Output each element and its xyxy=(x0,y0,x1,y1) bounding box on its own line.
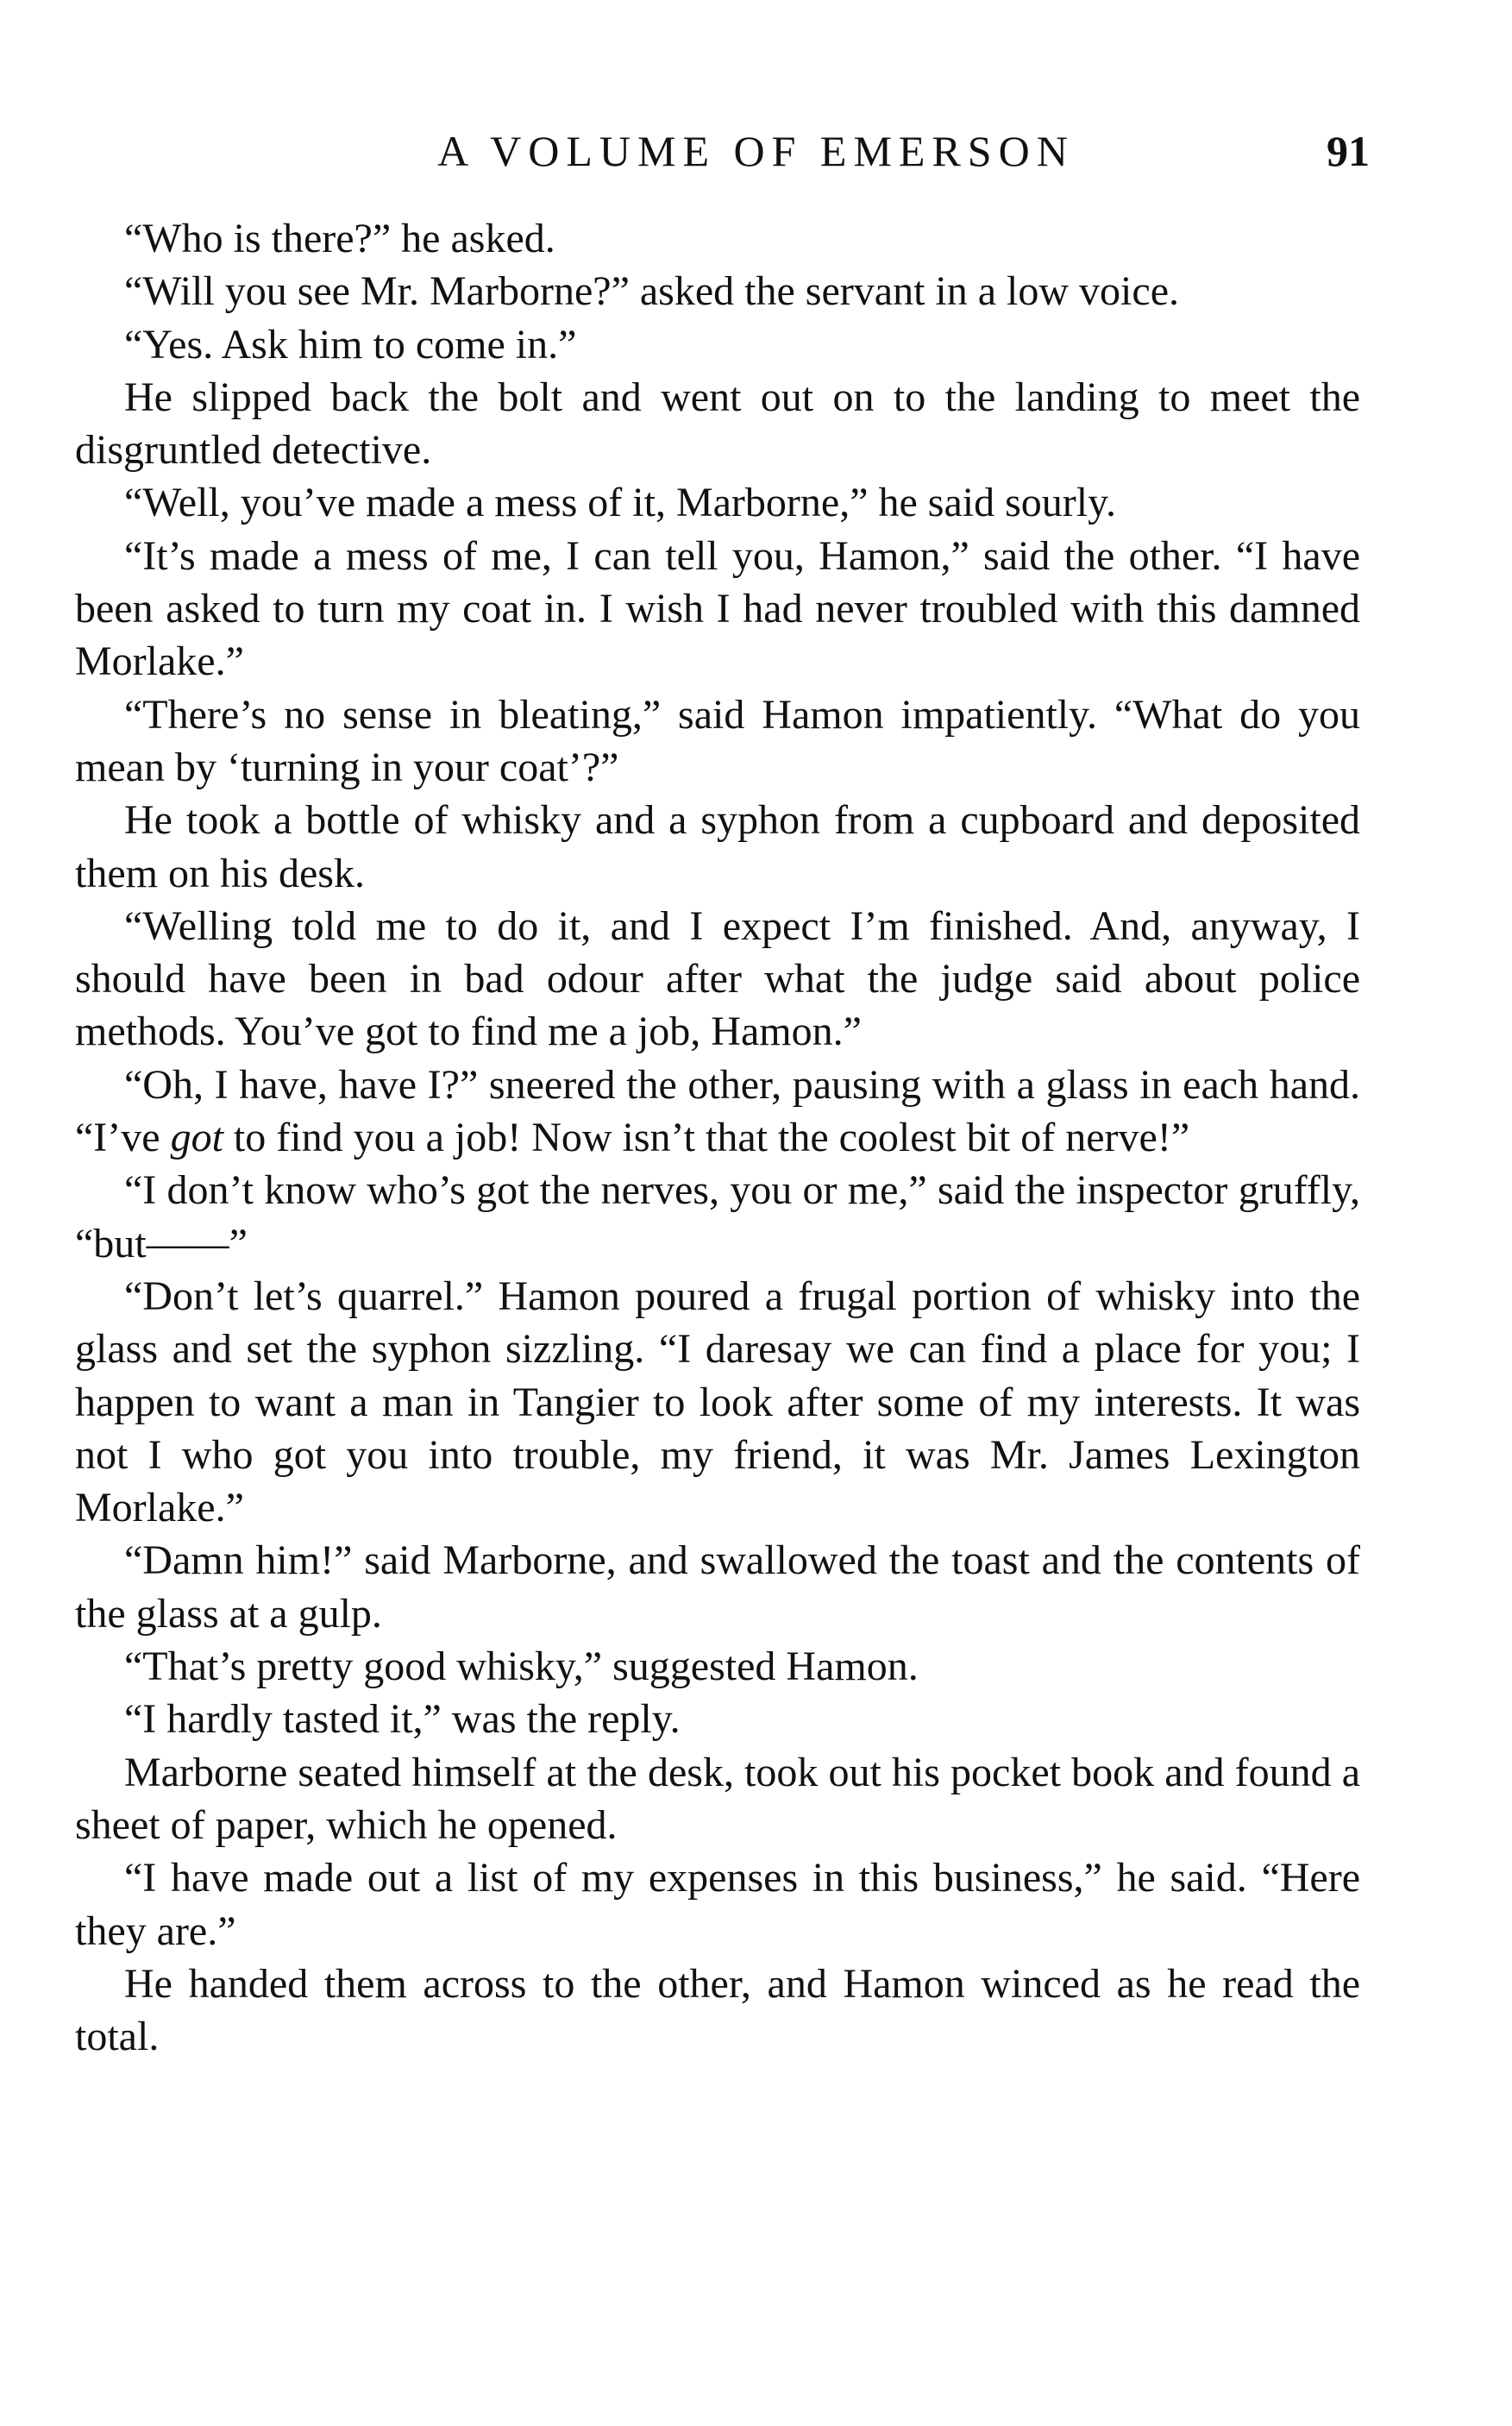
paragraph: He handed them across to the other, and Hamon winced as he read the total. xyxy=(75,1960,1360,2060)
emphasized-word: got xyxy=(170,1115,223,1161)
running-title: A VOLUME OF EMERSON xyxy=(437,127,1075,175)
paragraph: “Don’t let’s quarrel.” Hamon poured a frugal portion of whisky into the glass and set the syphon sizzling. “I daresay we can find a place for you; I happen to want a man in Tangier to look after some of my interests. It was not I who got you into trouble, my friend, it was Mr. James Lexington Morlake.” xyxy=(75,1273,1360,1531)
paragraph: “That’s pretty good whisky,” suggested Hamon. xyxy=(124,1644,919,1690)
paragraph: “Welling told me to do it, and I expect I’m finished. And, anyway, I should have been in bad odour after what the judge said about police methods. You’ve got to find me a job, Hamon.” xyxy=(75,902,1360,1055)
running-head xyxy=(0,121,1512,181)
paragraph: “Yes. Ask him to come in.” xyxy=(124,321,577,368)
paragraph: “Who is there?” he asked. xyxy=(124,216,555,261)
page-number: 91 xyxy=(1327,127,1370,175)
paragraph: “I hardly tasted it,” was the reply. xyxy=(124,1696,681,1743)
paragraph: “Damn him!” said Marborne, and swallowed the toast and the contents of the glass at a gulp. xyxy=(75,1537,1360,1637)
paragraph: He slipped back the bolt and went out on to the landing to meet the disgruntled detective. xyxy=(75,374,1360,474)
paragraph: “It’s made a mess of me, I can tell you, Hamon,” said the other. “I have been asked to turn my coat in. I wish I had never troubled with this damned Morlake.” xyxy=(75,532,1360,685)
paragraph: He took a bottle of whisky and a syphon from a cupboard and deposited them on his desk. xyxy=(75,797,1360,896)
paragraph-text: to find you a job! Now isn’t that the coolest bit of nerve!” xyxy=(223,1115,1190,1161)
paragraph: “There’s no sense in bleating,” said Hamon impatiently. “What do you mean by ‘turning in your coat’?” xyxy=(75,691,1360,790)
paragraph-text: “Oh, I have, have I?” sneered the other, pausing with a glass in each hand. “I’ve xyxy=(75,1061,1360,1161)
paragraph: “Well, you’ve made a mess of it, Marborne,” he said sourly. xyxy=(124,480,1117,526)
paragraph xyxy=(75,1059,1360,1165)
paragraph: Marborne seated himself at the desk, took out his pocket book and found a sheet of paper, which he opened. xyxy=(75,1749,1360,1848)
paragraph: “I have made out a list of my expenses in this business,” he said. “Here they are.” xyxy=(75,1855,1360,1954)
paragraph: “I don’t know who’s got the nerves, you or me,” said the inspector gruffly, “but——” xyxy=(75,1167,1360,1266)
body-text xyxy=(75,212,1360,2063)
paragraph: “Will you see Mr. Marborne?” asked the servant in a low voice. xyxy=(124,268,1179,315)
